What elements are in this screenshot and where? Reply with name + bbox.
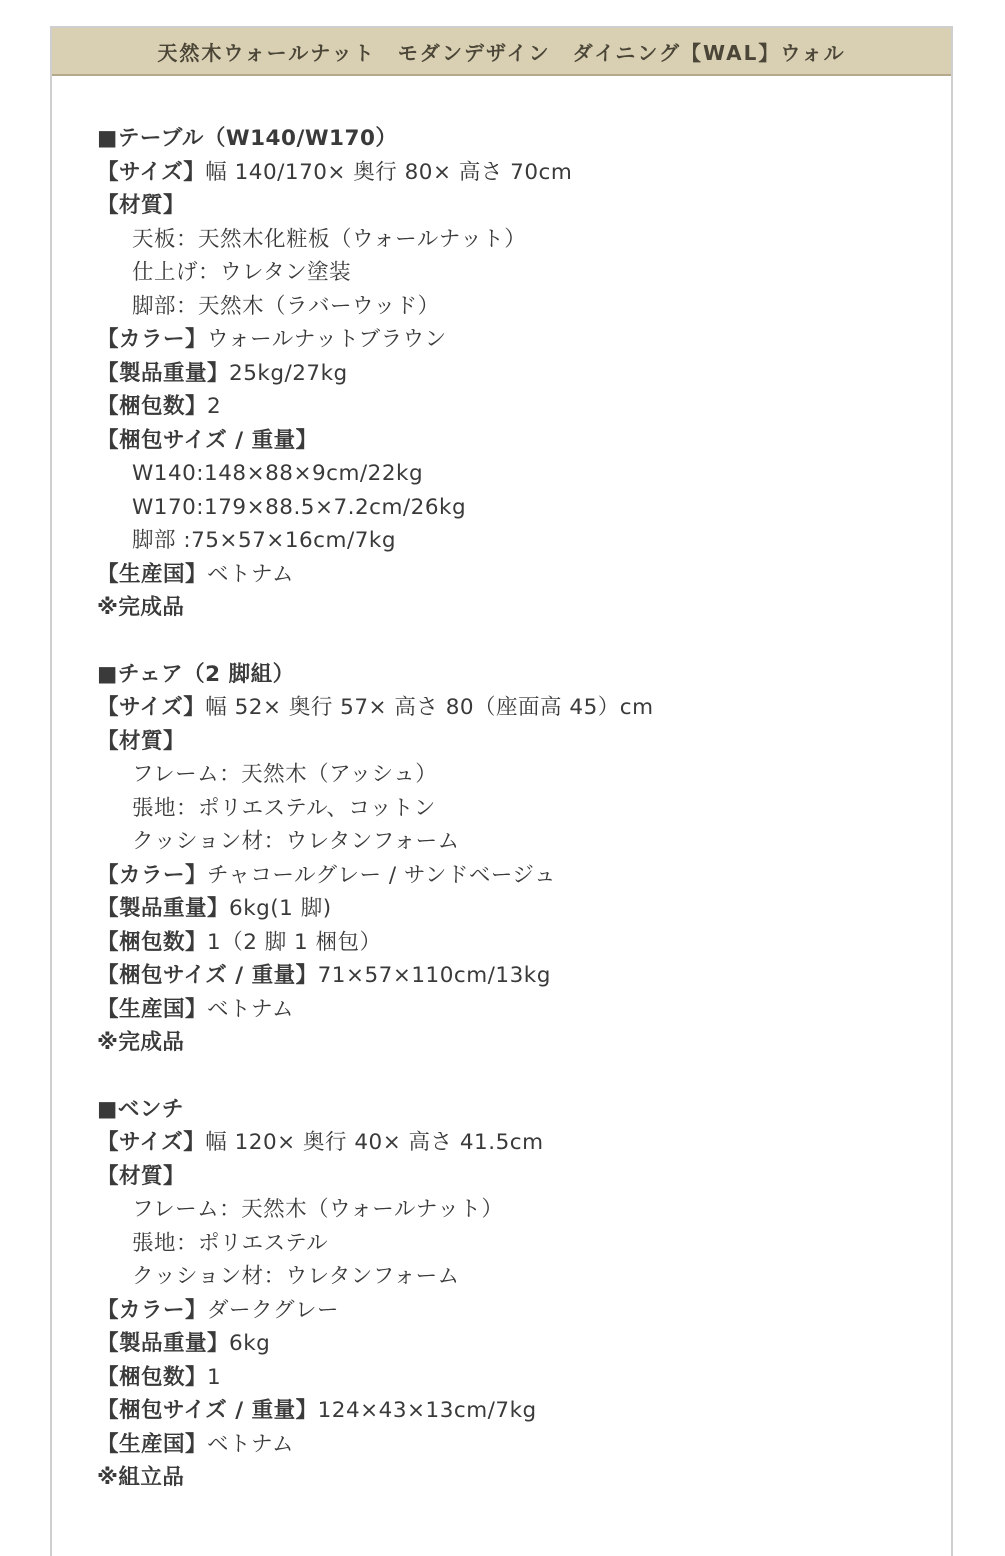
spec-value: チャコールグレー / サンドベージュ [207,862,556,888]
spec-label: 【サイズ】 [97,695,206,720]
spec-label: 【カラー】 [97,862,208,888]
spec-line [97,1126,907,1160]
spec-label: 【梱包サイズ / 重量】 [97,963,318,988]
spec-line [97,892,907,926]
spec-label: 【梱包数】 [97,394,208,419]
spec-value: ダークグレー [207,1297,340,1323]
spec-label: 【製品重量】 [97,1331,230,1356]
spec-label: 【製品重量】 [97,896,230,921]
spec-line [97,524,907,558]
spec-value: 1（2 脚 1 梱包） [207,929,382,955]
spec-line [97,691,907,725]
spec-line [97,323,907,357]
spec-label: 【材質】 [97,1163,186,1189]
spec-value: ウォールナットブラウン [207,327,447,352]
spec-line [97,1461,907,1495]
spec-label: 【材質】 [97,193,186,218]
spec-line [97,223,907,257]
spec-label: 【生産国】 [97,1431,208,1457]
spec-label: 【製品重量】 [97,360,230,386]
spec-panel [50,26,953,1556]
spec-label: 【梱包数】 [97,929,208,955]
spec-line [97,1294,907,1328]
spec-value: 6kg [229,1331,271,1356]
spec-value: 仕上げ：ウレタン塗装 [132,260,352,285]
spec-label: ※完成品 [97,595,185,620]
spec-value: クッション材：ウレタンフォーム [132,829,460,854]
spec-line [97,189,907,223]
spec-line [97,357,907,391]
spec-value: 張地：ポリエステル [132,1230,329,1256]
spec-value: ベトナム [207,561,294,587]
spec-line [97,390,907,424]
spec-line [97,1361,907,1395]
spec-value: フレーム：天然木（アッシュ） [132,762,438,787]
spec-value: 6kg(1 脚) [229,896,332,921]
spec-line [97,859,907,893]
spec-label: ※完成品 [97,1030,185,1055]
spec-line [97,825,907,859]
spec-value: 脚部：天然木（ラバーウッド） [132,293,440,319]
spec-label: 【サイズ】 [97,159,206,185]
spec-value: W140:148×88×9cm/22kg [132,461,424,486]
spec-value: 脚部 :75×57×16cm/7kg [132,528,396,553]
spec-line [97,591,907,625]
spec-value: 1 [207,1364,222,1390]
spec-line [97,926,907,960]
spec-line [97,1428,907,1462]
section-bench [97,1093,907,1495]
spec-line [97,156,907,190]
spec-label: 【梱包サイズ / 重量】 [97,1398,318,1423]
section-table [97,122,907,625]
spec-line [97,1026,907,1060]
spec-content [97,122,907,1528]
spec-label: ■ベンチ [97,1096,184,1122]
spec-line [97,1260,907,1294]
spec-label: 【カラー】 [97,327,208,352]
spec-label: 【カラー】 [97,1297,208,1323]
spec-line [97,1227,907,1261]
spec-value: ベトナム [207,996,294,1022]
spec-label: 【生産国】 [97,996,208,1022]
spec-line [97,1193,907,1227]
spec-value: 幅 52× 奥行 57× 高さ 80（座面高 45）cm [205,695,654,720]
spec-value: フレーム：天然木（ウォールナット） [132,1197,504,1222]
spec-line [97,424,907,458]
spec-line [97,122,907,156]
spec-label: 【梱包数】 [97,1364,208,1390]
title-bar [52,28,951,76]
spec-line [97,1394,907,1428]
spec-line [97,758,907,792]
spec-value: 天板：天然木化粧板（ウォールナット） [132,226,527,252]
spec-line [97,256,907,290]
spec-line [97,290,907,324]
spec-label: 【サイズ】 [97,1130,206,1155]
spec-line [97,993,907,1027]
spec-line [97,457,907,491]
spec-value: 張地：ポリエステル、コットン [132,795,436,821]
spec-value: W170:179×88.5×7.2cm/26kg [132,494,467,520]
spec-value: 2 [207,394,222,419]
spec-line [97,491,907,525]
spec-value: クッション材：ウレタンフォーム [132,1264,460,1289]
spec-line [97,1093,907,1127]
section-chair [97,658,907,1060]
spec-label: ■テーブル（W140/W170） [97,126,398,151]
spec-label: 【梱包サイズ / 重量】 [97,427,318,453]
spec-label: 【材質】 [97,728,186,754]
spec-line [97,1327,907,1361]
spec-line [97,792,907,826]
spec-line [97,558,907,592]
spec-value: 71×57×110cm/13kg [317,963,551,988]
spec-line [97,959,907,993]
spec-value: ベトナム [207,1431,294,1457]
spec-label: ■チェア（2 脚組） [97,661,295,687]
spec-value: 幅 120× 奥行 40× 高さ 41.5cm [205,1130,544,1155]
spec-label: 【生産国】 [97,561,208,587]
spec-label: ※組立品 [97,1465,185,1490]
spec-line [97,1160,907,1194]
spec-line [97,658,907,692]
spec-value: 124×43×13cm/7kg [317,1398,537,1423]
page-title: 天然木ウォールナット モダンデザイン ダイニング【WAL】ウォル [157,40,846,65]
spec-value: 25kg/27kg [229,360,348,386]
spec-value: 幅 140/170× 奥行 80× 高さ 70cm [205,159,573,185]
spec-line [97,725,907,759]
